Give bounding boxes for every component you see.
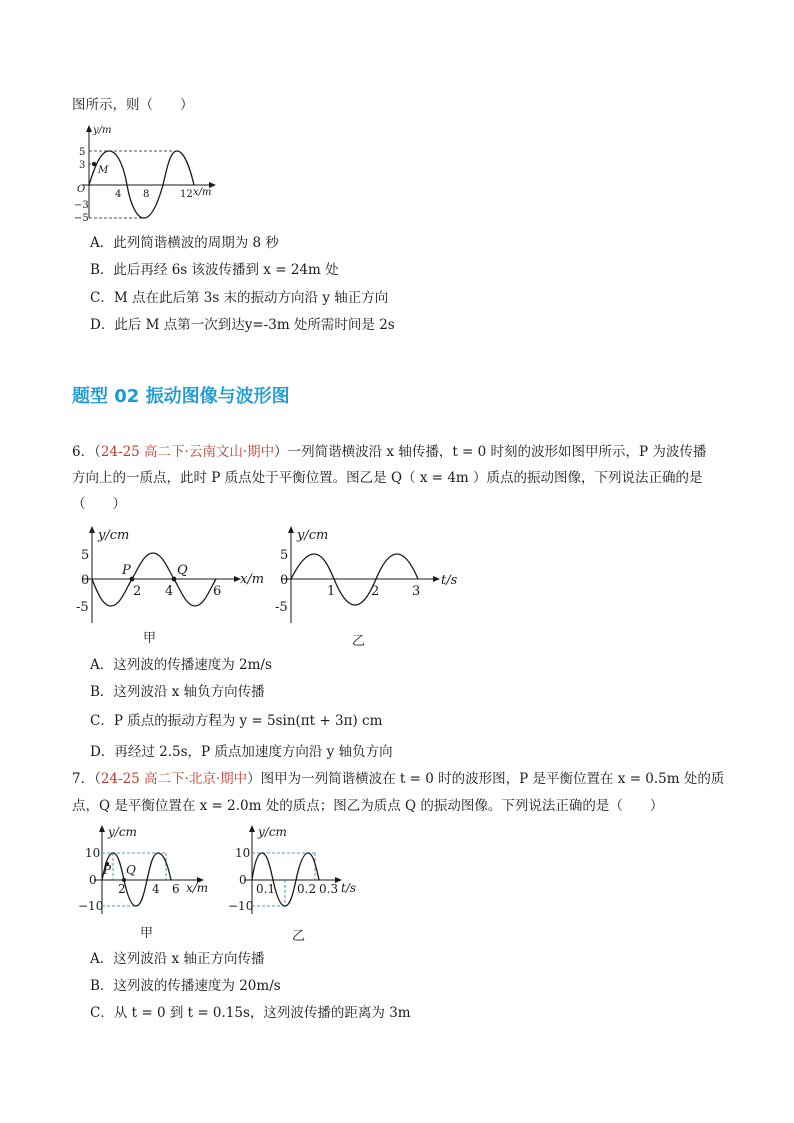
- q7b-ytick-10: 10: [235, 846, 251, 860]
- q7b-ytick-neg10: −10: [228, 899, 254, 913]
- q6-caption-b: 乙: [352, 634, 366, 649]
- q5-origin: O: [77, 184, 86, 195]
- q7a-ylabel: y/cm: [108, 825, 137, 839]
- q7-stem-text1: ）图甲为一列简谐横波在 t = 0 时的波形图，P 是平衡位置在 x = 0.5m 处的质: [247, 771, 725, 787]
- q6a-ylabel: y/cm: [98, 528, 130, 543]
- q7a-ytick-10: 10: [85, 846, 101, 860]
- q5-ytick-neg3: −3: [74, 200, 89, 211]
- q6a-xlabel: x/m: [240, 572, 265, 587]
- q6a-ytick-5: 5: [81, 548, 90, 563]
- q6a-xtick-4: 4: [165, 584, 174, 599]
- q6-stem-text1: ）一列简谐横波沿 x 轴传播，t = 0 时刻的波形如图甲所示，P 为波传播: [274, 444, 707, 460]
- q5-ytick-5: 5: [79, 147, 86, 158]
- q6-caption-a: 甲: [143, 631, 157, 646]
- q5-option-d: D．此后 M 点第一次到达y=-3m 处所需时间是 2s: [90, 317, 395, 333]
- q6-stem-line3: （ ）: [72, 496, 126, 512]
- q6b-xtick-2: 2: [371, 584, 380, 599]
- q6a-point-p: P: [122, 563, 131, 578]
- q7-caption-a: 甲: [140, 926, 154, 941]
- q5-xtick-8: 8: [143, 189, 150, 200]
- q6b-ytick-neg5: -5: [275, 600, 288, 615]
- q6-vibration-graph-b: [271, 523, 471, 628]
- q7a-point-q: Q: [126, 863, 136, 877]
- q6-option-d: D．再经过 2.5s，P 质点加速度方向沿 y 轴负方向: [90, 744, 393, 760]
- q7a-point-p: P: [103, 863, 112, 877]
- q7-number: 7．（: [72, 771, 101, 787]
- q6a-point-q: Q: [177, 563, 188, 578]
- q6-number: 6．（: [72, 444, 101, 460]
- q5-ylabel: y/m: [93, 125, 112, 136]
- q7-wave-graph-a: [80, 822, 230, 917]
- q5-option-b: B．此后再经 6s 该波传播到 x = 24m 处: [90, 262, 339, 278]
- q6b-ylabel: y/cm: [297, 528, 329, 543]
- q6-wave-graph-a: [72, 523, 272, 628]
- q7b-xlabel: t/s: [341, 881, 357, 895]
- q7a-ytick-0: 0: [89, 873, 97, 887]
- q5-ytick-neg5: −5: [74, 213, 89, 224]
- q7b-ylabel: y/cm: [258, 825, 287, 839]
- q5-wave-graph: [72, 122, 222, 227]
- q7a-xtick-4: 4: [152, 882, 160, 896]
- q7-option-b: B．这列波的传播速度为 20m/s: [90, 978, 281, 994]
- q6b-xlabel: t/s: [441, 573, 458, 588]
- q6b-ytick-0: 0: [280, 573, 289, 588]
- q5-stem-tail: 图所示，则（ ）: [72, 97, 194, 113]
- q7-source: 24-25 高二下·北京·期中: [100, 771, 248, 787]
- q7a-ytick-neg10: −10: [78, 899, 104, 913]
- q6a-ytick-0: 0: [81, 573, 90, 588]
- q5-ytick-3: 3: [79, 160, 86, 171]
- q6-option-b: B．这列波沿 x 轴负方向传播: [90, 684, 265, 700]
- q7-stem-line1: [72, 770, 724, 788]
- q5-xtick-4: 4: [115, 189, 122, 200]
- q6-source: 24-25 高二下·云南文山·期中: [100, 444, 275, 460]
- q7-option-a: A．这列波沿 x 轴正方向传播: [90, 951, 265, 967]
- q5-option-c: C．M 点在此后第 3s 末的振动方向沿 y 轴正方向: [90, 290, 389, 306]
- q6b-ytick-5: 5: [280, 548, 289, 563]
- q7b-xtick-0-2: 0.2: [297, 882, 317, 896]
- q5-xlabel: x/m: [193, 187, 212, 198]
- q7b-xtick-0-1: 0.1: [256, 882, 276, 896]
- q6-option-a: A．这列波的传播速度为 2m/s: [90, 657, 272, 673]
- q5-point-m: M: [98, 165, 109, 176]
- q6-stem-line1: [72, 443, 706, 461]
- q5-option-a: A．此列简谐横波的周期为 8 秒: [90, 235, 279, 251]
- q6-stem-line2: 方向上的一质点，此时 P 质点处于平衡位置。图乙是 Q（ x = 4m ）质点的振动图像，下列说法正确的是: [72, 470, 703, 486]
- q6a-xtick-6: 6: [213, 584, 222, 599]
- q7b-xtick-0-3: 0.3: [319, 882, 339, 896]
- q7-vibration-graph-b: [230, 822, 380, 917]
- q7-caption-b: 乙: [292, 929, 306, 944]
- q7a-xlabel: x/m: [186, 881, 209, 895]
- q6b-xtick-1: 1: [327, 584, 336, 599]
- q6a-xtick-2: 2: [133, 584, 142, 599]
- q7-option-c: C．从 t = 0 到 t = 0.15s，这列波传播的距离为 3m: [90, 1005, 411, 1021]
- q6-option-c: C．P 质点的振动方程为 y = 5sin(πt + 3π) cm: [90, 713, 383, 729]
- q7a-xtick-2: 2: [118, 882, 126, 896]
- q7b-ytick-0: 0: [239, 873, 247, 887]
- q7-stem-line2: 点，Q 是平衡位置在 x = 2.0m 处的质点；图乙为质点 Q 的振动图像。下列说法正确的是（ ）: [72, 798, 664, 814]
- q7a-xtick-6: 6: [172, 882, 180, 896]
- section-heading: 题型 02 振动图像与波形图: [72, 386, 290, 407]
- q6b-xtick-3: 3: [412, 584, 421, 599]
- q6a-ytick-neg5: -5: [76, 600, 89, 615]
- q5-xtick-12: 12: [180, 189, 193, 200]
